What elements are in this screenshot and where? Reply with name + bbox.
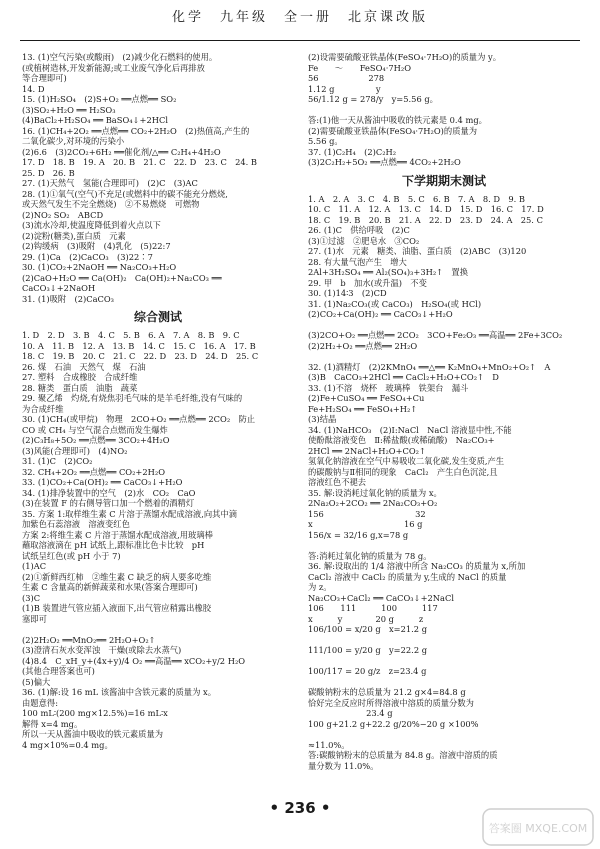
answer-line: (4)BaCl₂+H₂SO₄ ══ BaSO₄↓+2HCl bbox=[22, 115, 168, 125]
answer-line: 34. (1)排净装置中的空气 (2)水 CO₂ CaO bbox=[22, 487, 196, 498]
section-heading: 下学期期末测试 bbox=[401, 173, 486, 188]
answer-line: 18. C 19. B 20. C 21. C 22. D 23. D 24. D 25. C bbox=[22, 351, 259, 361]
answer-line: 16. (1)CH₄+2O₂ ══点燃══ CO₂+2H₂O (2)热值高,产生的 bbox=[22, 125, 250, 136]
answer-line: (3)风能(合理即可) (4)NO₂ bbox=[22, 445, 128, 456]
answer-line: (2)CaO+H₂O ══ Ca(OH)₂ Ca(OH)₂+Na₂CO₃ ══ bbox=[22, 272, 222, 283]
answer-line: 27. (1)天然气 氢能(合理即可) (2)C (3)AC bbox=[22, 178, 198, 188]
answer-line: 36. 解:设取出的 1/4 溶液中所含 Na₂CO₃ 的质量为 x,所加 bbox=[308, 561, 526, 571]
header-rule bbox=[20, 40, 580, 41]
answer-line: 26. 煤 石油 天然气 煤 石油 bbox=[22, 361, 146, 372]
answer-line: 2HCl ══ 2NaCl+H₂O+CO₂↑ bbox=[308, 445, 426, 456]
watermark-logo bbox=[482, 808, 594, 846]
answer-line: 量分数为 11.0%。 bbox=[308, 760, 379, 771]
answer-line bbox=[308, 635, 580, 646]
left-column bbox=[22, 52, 294, 750]
answer-line: (3)B CaCO₃+2HCl ══ CaCl₂+H₂O+CO₂↑ D bbox=[308, 372, 499, 382]
answer-line: (2)CO₂+Ca(OH)₂ ══ CaCO₃↓+H₂O bbox=[308, 309, 453, 319]
answer-line: (2)2H₂+O₂ ══点燃══ 2H₂O bbox=[308, 340, 418, 351]
answer-line: 使酚酞溶液变色 Ⅱ:稀盐酸(或稀硫酸) Na₂CO₃+ bbox=[308, 435, 495, 445]
answer-line: Na₂CO₃+CaCl₂ ══ CaCO₃↓+2NaCl bbox=[308, 592, 455, 603]
answer-line: 33. (1)CO₂+Ca(OH)₂ ══ CaCO₃↓+H₂O bbox=[22, 477, 183, 487]
answer-line: 10. A 11. B 12. A 13. B 14. C 15. C 16. A 17. B bbox=[22, 340, 256, 351]
answer-line: (3)2C₂H₂+5O₂ ══点燃══ 4CO₂+2H₂O bbox=[308, 157, 461, 167]
answer-line: (2)2H₂O₂ ══MnO₂══ 2H₂O+O₂↑ bbox=[22, 634, 156, 645]
answer-line: (5)偏大 bbox=[22, 676, 51, 687]
answer-line: 等合理即可) bbox=[22, 73, 67, 83]
answer-line: 由题意得: bbox=[22, 697, 58, 708]
answer-line: 解得 x=4 mg。 bbox=[22, 718, 83, 729]
answer-line: 32. CH₄+2O₂ ══点燃══ CO₂+2H₂O bbox=[22, 466, 166, 477]
answer-line: 18. C 19. B 20. B 21. A 22. D 23. D 24. A 25. C bbox=[308, 214, 543, 225]
answer-line: 1.12 g y bbox=[308, 83, 381, 94]
answer-line: x 16 g bbox=[308, 519, 423, 529]
answer-line: 30. (1)CH₄(或甲烷) 物理 2CO+O₂ ══点燃══ 2CO₂ 防止 bbox=[22, 414, 256, 424]
answer-line: 156 32 bbox=[308, 508, 426, 519]
answer-line: 28. 糖类 蛋白质 油脂 蔬菜 bbox=[22, 382, 138, 393]
answer-line: (3)澄清石灰水变浑浊 干燥(或除去水蒸气) bbox=[22, 645, 182, 655]
answer-line: 29. 聚乙烯 灼烧,有烧焦羽毛气味的是羊毛纤维,没有气味的 bbox=[22, 393, 243, 403]
answer-line: 溶液红色不褪去 bbox=[308, 477, 367, 487]
running-header: 化学 九年级 全一册 北京课改版 bbox=[171, 10, 428, 25]
answer-line: 26. (1)C 供给呼吸 (2)C bbox=[308, 225, 410, 235]
answer-line: 35. 方案 1:取样维生素 C 片溶于蒸馏水配成溶液,向其中滴 bbox=[22, 508, 238, 519]
answer-line bbox=[308, 351, 580, 362]
answer-line: 31. (1)吸附 (2)CaCO₃ bbox=[22, 293, 114, 304]
answer-line: 氢氧化钠溶液在空气中易吸收二氧化碳,发生变质,产生 bbox=[308, 456, 505, 466]
answer-line: 4 mg×10%=0.4 mg。 bbox=[22, 739, 113, 750]
answer-line: 生素 C 含量高的新鲜蔬菜和水果(答案合理即可) bbox=[22, 582, 198, 592]
answer-line: 17. D 18. B 19. A 20. B 21. C 22. D 23. C 24. B bbox=[22, 157, 258, 167]
answer-line: 答:(1)他一天从酱油中吸收的铁元素是 0.4 mg。 bbox=[308, 115, 487, 125]
answer-line: 所以一天从酱油中吸收的铁元素质量为 bbox=[22, 729, 164, 739]
answer-line: 28. 有大量气泡产生 增大 bbox=[308, 256, 407, 267]
answer-line: (2)需要硫酸亚铁晶体(FeSO₄·7H₂O)的质量为 bbox=[308, 125, 478, 136]
answer-line bbox=[308, 677, 580, 688]
answer-line: (3)流水冷却,使温度降低到着火点以下 bbox=[22, 220, 161, 230]
page-number: • 236 • bbox=[269, 799, 331, 817]
answer-line: (1)B 装置进气管应插入液面下,出气管应稍露出橡胶 bbox=[22, 603, 212, 613]
answer-line: 27. 塑料 合成橡胶 合成纤维 bbox=[22, 372, 138, 382]
answer-line: ≈11.0%。 bbox=[308, 739, 350, 750]
answer-line: 14. D bbox=[22, 83, 45, 94]
answer-line: (或植树造林,开发新能源;或工业废气净化后再排放 bbox=[22, 62, 205, 73]
answer-line: 或天然气发生不完全燃烧) ②不易燃烧 可燃物 bbox=[22, 199, 200, 209]
answer-line: 31. (1)C (2)CO₂ bbox=[22, 456, 93, 466]
answer-line: 试纸呈红色(或 pH 小于 7) bbox=[22, 550, 121, 561]
answer-line bbox=[22, 624, 294, 635]
answer-line: 30. (1)14∶3 (2)CD bbox=[308, 288, 387, 298]
answer-line: (3)①过滤 ②肥皂水 ③CO₂ bbox=[308, 235, 420, 246]
answer-line: 1. A 2. A 3. C 4. B 5. C 6. B 7. A 8. D 9. B bbox=[308, 193, 525, 204]
answer-line: 加紫色石蕊溶液 溶液变红色 bbox=[22, 519, 130, 529]
section-heading: 综合测试 bbox=[133, 310, 182, 324]
answer-line: x y 20 g z bbox=[308, 613, 424, 624]
answer-line bbox=[308, 105, 580, 116]
answer-line: (2)①新鲜西红柿 ②维生素 C 缺乏的病人要多吃维 bbox=[22, 571, 212, 582]
answer-line bbox=[308, 320, 580, 331]
answer-line: 37. (1)C₂H₄ (2)C₂H₂ bbox=[308, 146, 397, 157]
answer-line: 25. D 26. B bbox=[22, 167, 75, 178]
answer-line: 36. (1)解:设 16 mL 该酱油中含铁元素的质量为 x。 bbox=[22, 687, 216, 697]
answer-line: CaCl₂ 溶液中 CaCl₂ 的质量为 y,生成的 NaCl 的质量 bbox=[308, 571, 507, 582]
answer-line: 27. (1)水 元素 糖类、油脂、蛋白质 (2)ABC (3)120 bbox=[308, 246, 527, 256]
answer-line: 为合成纤维 bbox=[22, 403, 64, 414]
answer-line: 答:碳酸钠粉末的总质量为 84.8 g。溶液中溶质的质 bbox=[308, 750, 498, 760]
answer-line: 碳酸钠粉末的总质量为 21.2 g×4=84.8 g bbox=[308, 687, 466, 697]
answer-line: 2Al+3H₂SO₄ ══ Al₂(SO₄)₃+3H₂↑ 置换 bbox=[308, 267, 469, 277]
answer-line: 二氧化碳少,对环境的污染小 bbox=[22, 136, 125, 146]
answer-line: 56/1.12 g = 278/y y=5.56 g。 bbox=[308, 94, 438, 104]
answer-line: (3)在装置 F 的右侧导管口加一个燃着的酒精灯 bbox=[22, 498, 195, 508]
answer-line: 29. (1)Ca (2)CaCO₃ (3)22∶7 bbox=[22, 251, 153, 262]
answer-line: 100 g+21.2 g+22.2 g/20%−20 g ×100% bbox=[308, 718, 479, 729]
answer-line: Fe+H₂SO₄ ══ FeSO₄+H₂↑ bbox=[308, 403, 418, 414]
answer-line: 31. (1)Na₂CO₃(或 CaCO₃) H₂SO₄(或 HCl) bbox=[308, 298, 482, 309]
answer-line: 100 mL∶(200 mg×12.5%)=16 mL∶x bbox=[22, 708, 168, 718]
answer-line: 恰好完全反应时所得溶液中溶质的质量分数为 bbox=[308, 697, 474, 708]
answer-line: (2)设需要硫酸亚铁晶体(FeSO₄·7H₂O)的质量为 y。 bbox=[308, 52, 502, 62]
answer-line: 5.56 g。 bbox=[308, 136, 343, 146]
answer-line: 2Na₂O₂+2CO₂ ══ 2Na₂CO₃+O₂ bbox=[308, 498, 438, 508]
answer-line: 106/100 = x/20 g x=21.2 g bbox=[308, 624, 428, 634]
answer-line: 答:消耗过氧化钠的质量为 78 g。 bbox=[308, 550, 432, 561]
answer-line: CaCO₃↓+2NaOH bbox=[22, 283, 96, 293]
answer-line: 30. (1)CO₂+2NaOH ══ Na₂CO₃+H₂O bbox=[22, 262, 177, 272]
answer-line: (3)2CO+O₂ ══点燃══ 2CO₂ 3CO+Fe₂O₃ ══高温══ 2Fe+3CO₂ bbox=[308, 330, 563, 340]
answer-line: 的碳酸钠与Ⅱ相同的现象 CaCl₂ 产生白色沉淀,且 bbox=[308, 466, 498, 477]
answer-line: (3)结晶 bbox=[308, 414, 337, 424]
answer-line: 156/x = 32/16 g,x=78 g bbox=[308, 529, 409, 540]
answer-line: CO 或 CH₄ 与空气混合点燃而发生爆炸 bbox=[22, 424, 168, 435]
answer-line: 29. 甲 b 加水(或升温) 不变 bbox=[308, 277, 427, 288]
answer-line bbox=[308, 656, 580, 667]
answer-line: 23.4 g bbox=[308, 708, 393, 718]
answer-line bbox=[308, 729, 580, 740]
answer-line: 111/100 = y/20 g y=22.2 g bbox=[308, 645, 428, 655]
answer-line: (其他合理答案也可) bbox=[22, 666, 95, 676]
answer-line: 106 111 100 117 bbox=[308, 603, 438, 613]
answer-line bbox=[308, 540, 580, 551]
answer-line: 33. (1)不溶 烧杯 玻璃棒 铁架台 漏斗 bbox=[308, 382, 469, 393]
answer-line: 10. C 11. A 12. A 13. C 14. D 15. D 16. C 17. D bbox=[308, 204, 544, 214]
answer-line: (2)淀粉(糖类),蛋白质 元素 bbox=[22, 230, 126, 241]
answer-line: 为 z。 bbox=[308, 582, 332, 592]
right-column bbox=[308, 52, 580, 771]
watermark-text: 答案圈 MXQE.COM bbox=[488, 822, 588, 835]
answer-line: 100/117 = 20 g/z z=23.4 g bbox=[308, 666, 427, 676]
answer-line: 塞即可 bbox=[22, 613, 47, 624]
answer-line: 35. 解:设消耗过氧化钠的质量为 x。 bbox=[308, 487, 442, 498]
answer-line: (2)Fe+CuSO₄ ══ FeSO₄+Cu bbox=[308, 393, 425, 403]
answer-line: (1)AC bbox=[22, 561, 47, 571]
answer-line: 32. (1)酒精灯 (2)2KMnO₄ ══△══ K₂MnO₄+MnO₂+O₂↑ A bbox=[308, 361, 551, 372]
answer-line: 34. (1)NaHCO₃ (2)Ⅰ:NaCl NaCl 溶液显中性,不能 bbox=[308, 424, 512, 435]
answer-line: (2)NO₂ SO₂ ABCD bbox=[22, 209, 104, 220]
answer-line: (4)8.4 C_xH_y+(4x+y)/4 O₂ ══高温══ xCO₂+y/2 H₂O bbox=[22, 655, 246, 666]
answer-line: 56 278 bbox=[308, 73, 385, 83]
answer-line: (2)钩缓病 (3)吸附 (4)乳化 (5)22:7 bbox=[22, 241, 171, 251]
answer-line: 28. (1)①氧气(空气)不充足(或燃料中的碳不能充分燃烧, bbox=[22, 188, 228, 199]
answer-line: 1. D 2. D 3. B 4. C 5. B 6. A 7. A 8. B 9. C bbox=[22, 330, 240, 340]
answer-line: Fe ～ FeSO₄·7H₂O bbox=[308, 62, 412, 73]
answer-line: (2)C₃H₈+5O₂ ══点燃══ 3CO₂+4H₂O bbox=[22, 435, 170, 445]
answer-line: 13. (1)空气污染(或酸雨) (2)减少化石燃料的使用。 bbox=[22, 52, 218, 62]
answer-line: 方案 2:将维生素 C 片溶于蒸馏水配成溶液,用玻璃棒 bbox=[22, 529, 213, 540]
answer-line: 15. (1)H₂SO₄ (2)S+O₂ ══点燃══ SO₂ bbox=[22, 94, 177, 104]
answer-line: 蘸取溶液滴在 pH 试纸上,跟标准比色卡比较 pH bbox=[22, 540, 205, 550]
answer-line: (2)6.6 (3)2CO₂+6H₂ ══催化剂/△══ C₂H₄+4H₂O bbox=[22, 146, 221, 157]
answer-line: (3)SO₂+H₂O ══ H₂SO₃ bbox=[22, 104, 116, 115]
answer-line: (3)C bbox=[22, 592, 41, 603]
